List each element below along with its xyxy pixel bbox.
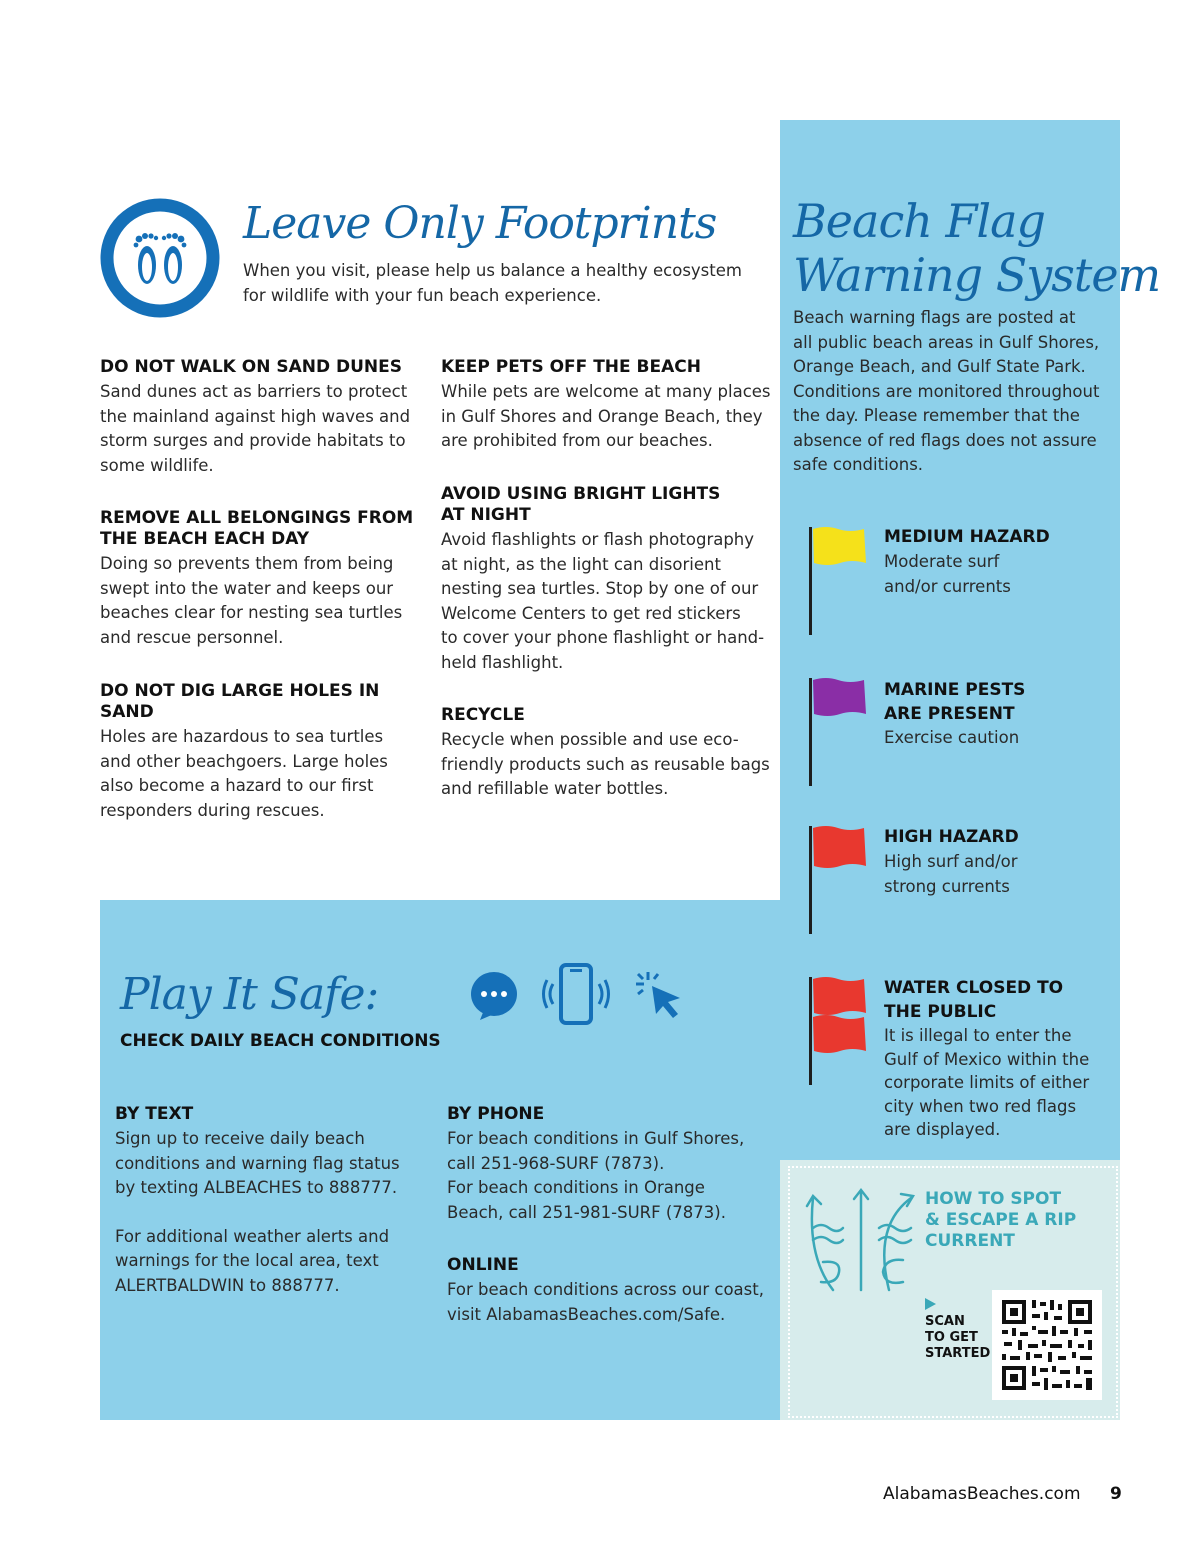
section-line: For beach conditions across our coast, <box>447 1280 764 1299</box>
section-heading: ONLINE <box>447 1255 519 1275</box>
tip-line: also become a hazard to our first <box>100 776 374 795</box>
tip-line: held flashlight. <box>441 652 564 672</box>
tip-heading: REMOVE ALL BELONGINGS FROM <box>100 508 414 528</box>
rip-current-icon <box>803 1186 915 1292</box>
tip-heading: DO NOT DIG LARGE HOLES IN SAND <box>100 681 380 722</box>
section-line: For additional weather alerts and <box>115 1226 390 1246</box>
footer-site[interactable]: AlabamasBeaches.com <box>883 1484 1081 1504</box>
tip-heading: RECYCLE <box>441 705 525 725</box>
play-it-safe-subtitle: CHECK DAILY BEACH CONDITIONS <box>120 1031 441 1051</box>
play-it-safe-title: Play It Safe: <box>120 969 379 1020</box>
footprints-intro-line: When you visit, please help us balance a healthy ecosystem <box>243 261 742 280</box>
flag-desc-line: Gulf of Mexico within the <box>884 1049 1090 1069</box>
tip-line: Recycle when possible and use eco- <box>441 730 739 749</box>
tip-lights <box>441 484 771 675</box>
tip-line: Doing so prevents them from being <box>100 554 394 573</box>
page-number: 9 <box>1110 1484 1122 1504</box>
flag-heading: MEDIUM HAZARD <box>884 527 1050 547</box>
flag-heading: HIGH HAZARD <box>884 827 1019 847</box>
flag-item-high <box>884 827 1019 899</box>
tip-remove-belongings <box>100 508 420 650</box>
flag-heading: THE PUBLIC <box>884 1002 997 1022</box>
flag-desc-line: Moderate surf <box>884 552 1000 571</box>
tip-line: and other beachgoers. Large holes <box>100 751 388 771</box>
section-line: ALERTBALDWIN to 888777. <box>115 1275 340 1295</box>
chat-bubble-icon <box>470 970 520 1022</box>
rip-title-line: & ESCAPE A RIP <box>925 1210 1077 1230</box>
tip-heading: AT NIGHT <box>441 505 531 525</box>
flag-intro-line: Orange Beach, and Gulf State Park. <box>793 357 1086 376</box>
section-line: Sign up to receive daily beach <box>115 1129 365 1148</box>
section-line: Beach, call 251-981-SURF (7873). <box>447 1202 726 1222</box>
flag-desc-line: High surf and/or <box>884 852 1018 871</box>
qr-code[interactable] <box>992 1290 1102 1400</box>
play-arrow-icon <box>925 1298 936 1310</box>
yellow-flag-icon <box>806 525 870 637</box>
flag-item-closed <box>884 976 1089 1142</box>
footprints-intro <box>243 259 742 308</box>
tip-heading: KEEP PETS OFF THE BEACH <box>441 357 701 377</box>
tip-pets <box>441 357 771 454</box>
tip-line: and rescue personnel. <box>100 627 284 647</box>
tip-line: storm surges and provide habitats to <box>100 431 406 450</box>
tip-line: the mainland against high waves and <box>100 406 411 426</box>
footprints-intro-line: for wildlife with your fun beach experience. <box>243 285 602 305</box>
purple-flag-icon <box>806 676 870 788</box>
flag-desc-line: city when two red flags <box>884 1096 1077 1116</box>
tip-line: some wildlife. <box>100 455 214 475</box>
tip-heading: THE BEACH EACH DAY <box>100 529 310 549</box>
tip-line: in Gulf Shores and Orange Beach, they <box>441 406 763 426</box>
online-section <box>447 1255 764 1327</box>
flag-desc-line: and/or currents <box>884 576 1011 596</box>
tip-line: swept into the water and keeps our <box>100 578 394 598</box>
tip-line: Avoid flashlights or flash photography <box>441 530 755 549</box>
section-heading: BY PHONE <box>447 1104 545 1124</box>
flag-intro-line: the day. Please remember that the <box>793 406 1080 425</box>
flag-heading: MARINE PESTS <box>884 680 1026 700</box>
flag-intro-line: all public beach areas in Gulf Shores, <box>793 332 1100 352</box>
flag-item-pests <box>884 678 1025 751</box>
scan-label <box>925 1314 990 1362</box>
phone-icon <box>541 962 611 1026</box>
tip-line: beaches clear for nesting sea turtles <box>100 603 403 622</box>
scan-line: TO GET <box>925 1330 978 1345</box>
section-line: For beach conditions in Gulf Shores, <box>447 1129 745 1148</box>
by-text-section <box>115 1104 400 1298</box>
rip-current-title <box>925 1189 1076 1252</box>
flag-intro-line: safe conditions. <box>793 455 924 474</box>
flag-item-medium <box>884 527 1050 599</box>
tip-line: nesting sea turtles. Stop by one of our <box>441 579 759 598</box>
flag-panel-title <box>793 194 1160 302</box>
tip-line: friendly products such as reusable bags <box>441 754 770 774</box>
cursor-click-icon <box>634 970 686 1022</box>
flag-desc-line: are displayed. <box>884 1120 1001 1139</box>
footprints-title: Leave Only Footprints <box>243 198 717 249</box>
tip-line: Holes are hazardous to sea turtles <box>100 727 384 746</box>
rip-title-line: CURRENT <box>925 1231 1015 1251</box>
section-heading: BY TEXT <box>115 1104 194 1124</box>
section-line: For beach conditions in Orange <box>447 1178 705 1197</box>
section-line: warnings for the local area, text <box>115 1251 379 1270</box>
tip-holes <box>100 681 430 823</box>
flag-intro-line: absence of red flags does not assure <box>793 430 1097 450</box>
flag-intro-line: Beach warning flags are posted at <box>793 308 1076 327</box>
flag-heading: WATER CLOSED TO <box>884 978 1064 998</box>
flag-desc-line: strong currents <box>884 876 1010 896</box>
tip-heading: AVOID USING BRIGHT LIGHTS <box>441 484 721 504</box>
footprints-icon <box>99 197 221 319</box>
scan-line: SCAN <box>925 1314 965 1329</box>
section-line: visit AlabamasBeaches.com/Safe. <box>447 1304 726 1324</box>
tip-line: are prohibited from our beaches. <box>441 431 713 450</box>
tip-line: While pets are welcome at many places <box>441 382 771 401</box>
flag-desc-line: It is illegal to enter the <box>884 1026 1072 1045</box>
tip-line: at night, as the light can disorient <box>441 554 721 574</box>
tip-line: Sand dunes act as barriers to protect <box>100 382 408 401</box>
flag-title-line: Beach Flag <box>793 194 1045 248</box>
tip-recycle <box>441 705 771 802</box>
scan-line: STARTED <box>925 1346 991 1361</box>
tip-line: Welcome Centers to get red stickers <box>441 603 741 623</box>
tip-line: responders during rescues. <box>100 800 325 820</box>
tip-sand-dunes <box>100 357 420 478</box>
rip-title-line: HOW TO SPOT <box>925 1189 1062 1209</box>
flag-intro-line: Conditions are monitored throughout <box>793 381 1100 401</box>
flag-intro <box>793 306 1113 478</box>
double-red-flag-icon <box>806 975 870 1087</box>
tip-line: to cover your phone flashlight or hand- <box>441 628 765 647</box>
section-line: conditions and warning flag status <box>115 1153 400 1173</box>
flag-title-line: Warning System <box>793 248 1161 302</box>
flag-desc-line: corporate limits of either <box>884 1073 1090 1092</box>
flag-heading: ARE PRESENT <box>884 704 1015 724</box>
flag-desc-line: Exercise caution <box>884 728 1020 747</box>
tip-heading: DO NOT WALK ON SAND DUNES <box>100 357 402 377</box>
tip-line: and refillable water bottles. <box>441 779 669 798</box>
red-flag-icon <box>806 824 870 936</box>
section-line: call 251-968-SURF (7873). <box>447 1153 665 1173</box>
section-line: by texting ALBEACHES to 888777. <box>115 1178 398 1197</box>
by-phone-section <box>447 1104 744 1225</box>
